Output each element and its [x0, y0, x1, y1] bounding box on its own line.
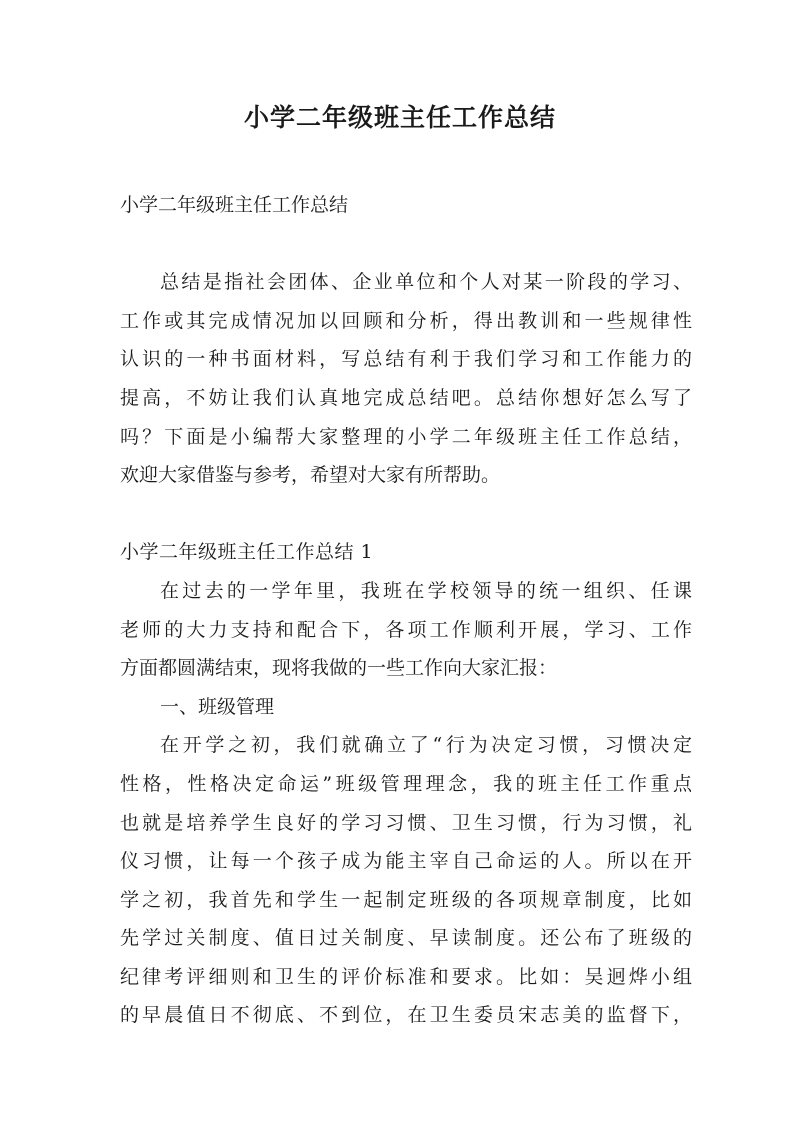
paragraph-line: 吗？下面是小编帮大家整理的小学二年级班主任工作总结， — [120, 425, 692, 448]
paragraph-line: 学之初，我首先和学生一起制定班级的各项规章制度，比如 — [120, 888, 692, 911]
paragraph-line: 纪律考评细则和卫生的评价标准和要求。比如：吴迥烨小组 — [120, 965, 692, 988]
paragraph-line: 的早晨值日不彻底、不到位，在卫生委员宋志美的监督下， — [120, 1004, 692, 1027]
spacer — [120, 225, 692, 264]
paragraph-line: 在开学之初，我们就确立了“行为决定习惯，习惯决定 — [160, 734, 692, 757]
section-heading: 小学二年级班主任工作总结 1 — [120, 541, 374, 564]
paragraph-line: 先学过关制度、值日过关制度、早读制度。还公布了班级的 — [120, 927, 692, 950]
document-subtitle: 小学二年级班主任工作总结 — [120, 194, 349, 216]
paragraph-line: 提高，不妨让我们认真地完成总结吧。总结你想好怎么写了 — [120, 386, 692, 409]
document-title: 小学二年级班主任工作总结 — [243, 103, 556, 132]
paragraph-line: 也就是培养学生良好的学习习惯、卫生习惯，行为习惯，礼 — [120, 811, 692, 834]
subsection-heading: 一、班级管理 — [160, 695, 275, 718]
paragraph-line: 在过去的一学年里，我班在学校领导的统一组织、任课 — [160, 579, 692, 602]
section-paragraph — [120, 572, 692, 688]
spacer — [120, 495, 692, 534]
intro-paragraph — [120, 263, 692, 495]
paragraph-line: 认识的一种书面材料，写总结有利于我们学习和工作能力的 — [120, 348, 692, 371]
paragraph-line: 性格，性格决定命运”班级管理理念，我的班主任工作重点 — [120, 772, 692, 795]
paragraph-line: 仪习惯，让每一个孩子成为能主宰自己命运的人。所以在开 — [120, 850, 692, 873]
paragraph-line: 总结是指社会团体、企业单位和个人对某一阶段的学习、 — [160, 271, 692, 294]
paragraph-line: 工作或其完成情况加以回顾和分析，得出教训和一些规律性 — [120, 309, 692, 332]
paragraph-line: 老师的大力支持和配合下，各项工作顺利开展，学习、工作 — [120, 618, 692, 641]
document-body — [120, 186, 692, 1035]
paragraph-line: 方面都圆满结束，现将我做的一些工作向大家汇报： — [120, 657, 558, 680]
subsection-paragraph — [120, 726, 692, 1035]
paragraph-line: 欢迎大家借鉴与参考，希望对大家有所帮助。 — [120, 464, 501, 487]
